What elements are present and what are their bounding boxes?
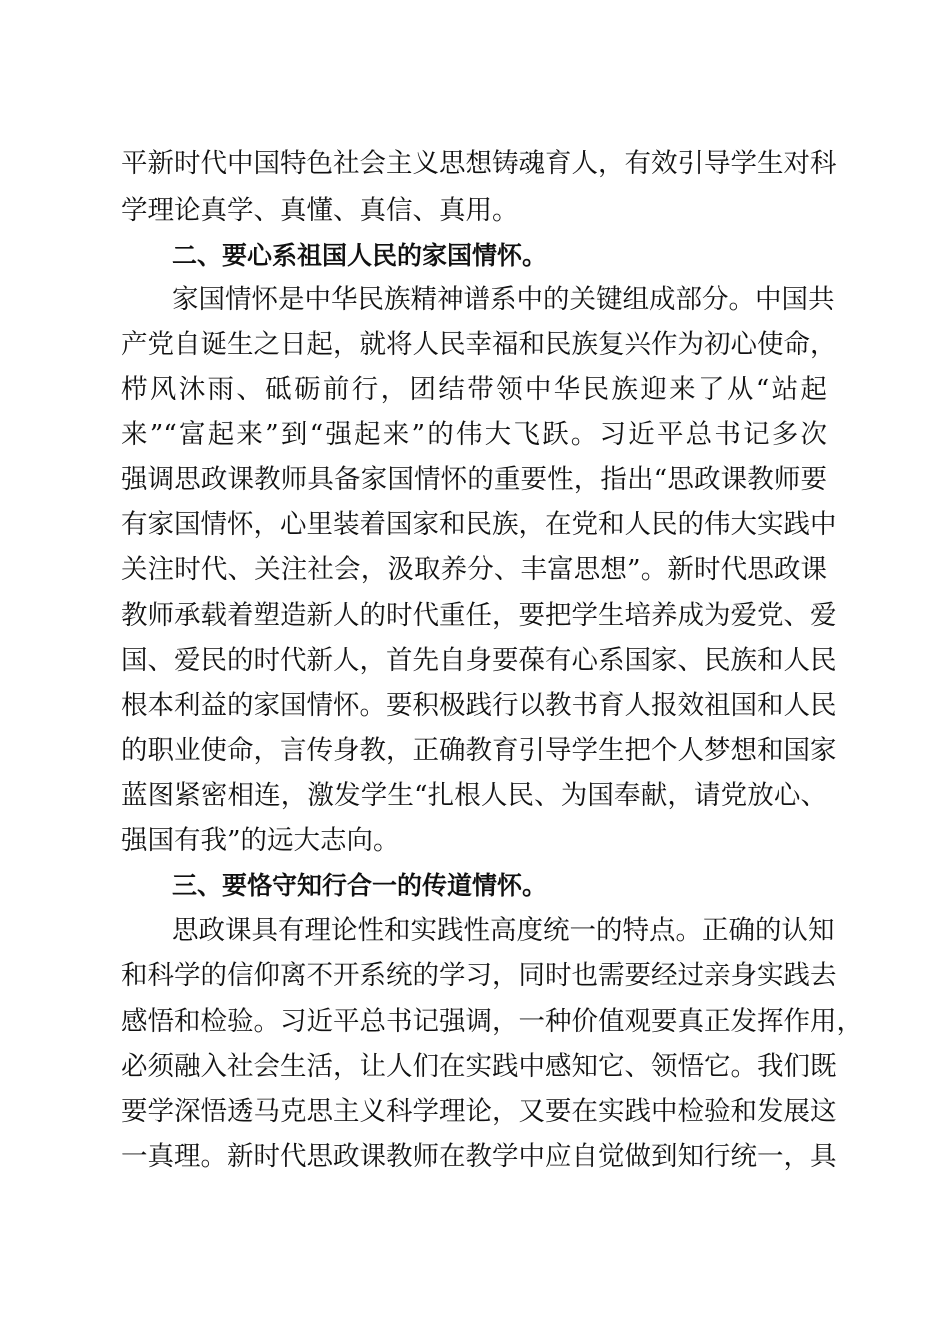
section-heading-3: 三、要恪守知行合一的传道情怀。: [172, 871, 548, 900]
section-heading-2: 二、要心系祖国人民的家国情怀。: [172, 241, 548, 270]
text-line: 教师承载着塑造新人的时代重任，要把学生培养成为爱党、爱: [121, 600, 837, 631]
text-line: 一真理。新时代思政课教师在教学中应自觉做到知行统一，具: [121, 1141, 837, 1172]
text-line: 平新时代中国特色社会主义思想铸魂育人，有效引导学生对科: [121, 148, 837, 179]
text-line: 必须融入社会生活，让人们在实践中感知它、领悟它。我们既: [121, 1051, 837, 1082]
text-line: 根本利益的家国情怀。要积极践行以教书育人报效祖国和人民: [121, 690, 837, 721]
text-line: 家国情怀是中华民族精神谱系中的关键组成部分。中国共: [172, 284, 835, 315]
text-line: 产党自诞生之日起，就将人民幸福和民族复兴作为初心使命，: [121, 329, 837, 360]
text-line: 蓝图紧密相连，激发学生“扎根人民、为国奉献，请党放心、: [121, 780, 827, 811]
text-line: 强国有我”的远大志向。: [121, 825, 400, 856]
text-line: 学理论真学、真懂、真信、真用。: [121, 195, 519, 226]
text-line: 和科学的信仰离不开系统的学习，同时也需要经过亲身实践去: [121, 960, 837, 991]
text-line: 来”“富起来”到“强起来”的伟大飞跃。习近平总书记多次: [121, 419, 827, 450]
text-line: 栉风沐雨、砥砺前行，团结带领中华民族迎来了从“站起: [121, 374, 827, 405]
text-line: 关注时代、关注社会，汲取养分、丰富思想”。新时代思政课: [121, 554, 827, 585]
text-line: 的职业使命，言传身教，正确教育引导学生把个人梦想和国家: [121, 735, 837, 766]
text-line: 国、爱民的时代新人，首先自身要葆有心系国家、民族和人民: [121, 645, 837, 676]
text-line: 感悟和检验。习近平总书记强调，一种价值观要真正发挥作用，: [121, 1006, 863, 1037]
text-line: 要学深悟透马克思主义科学理论，又要在实践中检验和发展这: [121, 1096, 837, 1127]
text-line: 强调思政课教师具备家国情怀的重要性，指出“思政课教师要: [121, 464, 827, 495]
text-line: 思政课具有理论性和实践性高度统一的特点。正确的认知: [172, 915, 835, 946]
text-line: 有家国情怀，心里装着国家和民族，在党和人民的伟大实践中: [121, 509, 837, 540]
